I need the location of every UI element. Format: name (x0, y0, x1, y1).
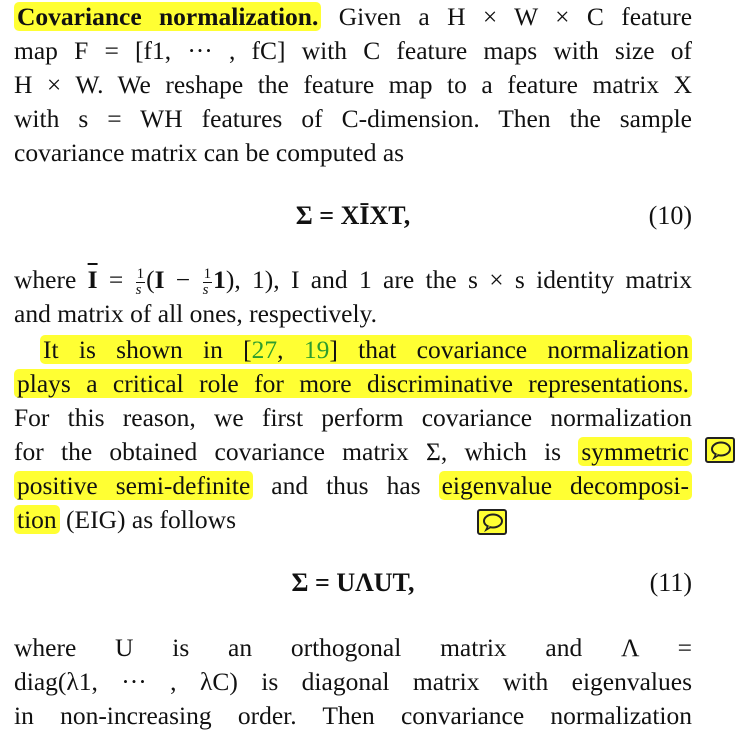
comment-note-icon[interactable] (705, 437, 735, 463)
equation-11-number: (11) (649, 568, 692, 597)
para1-line3: H × W. We reshape the feature map to a feature matrix X (14, 70, 692, 99)
para3-line5 (14, 469, 692, 503)
para3-line2 (14, 367, 692, 401)
para1-line1-text: Given a H × W × C feature (338, 2, 693, 31)
highlight-sentence-start[interactable]: It is shown in [27, 19] that covariance normalization (40, 335, 692, 364)
para3-line4 (14, 435, 692, 469)
highlight-eigenvalue-decomposition[interactable]: eigenvalue decomposi- (439, 471, 692, 500)
para2-line2: and matrix of all ones, respectively. (14, 299, 378, 328)
highlight-sentence-end[interactable]: plays a critical role for more discriminative representations. (14, 369, 692, 398)
equation-10-number: (10) (648, 201, 692, 230)
para1-line1 (14, 0, 692, 34)
para4-line2: diag(λ1, ··· , λC) is diagonal matrix with eigenvalues (14, 667, 692, 696)
para2-line1-text: 1), I and 1 are the s × s identity matrix (252, 265, 692, 294)
highlight-tion[interactable]: tion (14, 505, 60, 534)
para3-line5-text: and thus has (271, 471, 421, 500)
para3-line3: For this reason, we first perform covariance normalization (14, 403, 692, 432)
equation-11 (14, 563, 692, 603)
comment-note-icon[interactable] (477, 509, 507, 535)
para4-line3: in non-increasing order. Then convariance normalization (14, 701, 692, 730)
equation-11-expression: Σ = UΛUT, (291, 568, 415, 597)
highlight-symmetric[interactable]: symmetric (578, 437, 692, 466)
equation-10-expression: Σ = XĪXT, (295, 201, 411, 230)
para1-line5: covariance matrix can be computed as (14, 138, 405, 167)
para1-line2: map F = [f1, ··· , fC] with C feature maps with size of (14, 36, 692, 65)
para3-line6-text: (EIG) as follows (66, 505, 237, 534)
highlight-positive-semidefinite[interactable]: positive semi-definite (14, 471, 253, 500)
para2-lead: where $\overline{I}$ = $\frac{1}{s}$ (I − $\frac{1}{s}$ 1), (14, 265, 241, 298)
para3-line4-text: for the obtained covariance matrix Σ, which is (14, 437, 562, 466)
para2-line1 (14, 263, 692, 297)
para1-line4: with s = WH features of C-dimension. Then the sample (14, 104, 692, 133)
para3-line1 (14, 333, 692, 367)
equation-10 (14, 196, 692, 236)
para3-line6 (14, 503, 692, 537)
citation-27[interactable]: 27 (251, 335, 278, 364)
citation-19[interactable]: 19 (303, 335, 330, 364)
para4-line1: where U is an orthogonal matrix and Λ = (14, 633, 692, 662)
section-heading[interactable]: Covariance normalization. (14, 2, 321, 31)
